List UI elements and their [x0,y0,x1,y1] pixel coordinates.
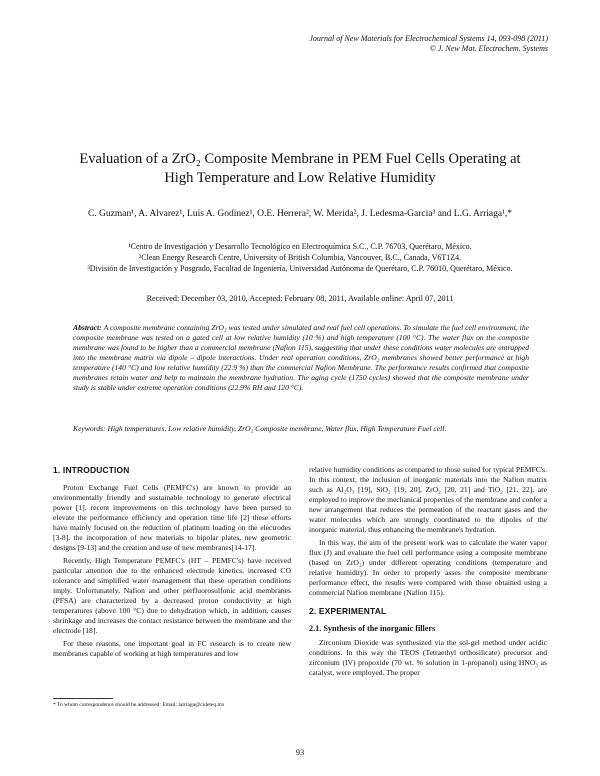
title-line-1: Evaluation of a ZrO₂ Composite Membrane in PEM Fuel Cells Operating at [79,151,521,167]
right-column [309,465,547,681]
journal-header [309,34,548,54]
intro-paragraph-3: For these reasons, one important goal in FC research is to create new membranes capable of working at high temperatures and low [53,639,291,658]
abstract-text: A composite membrane containing ZrO₂ was tested under simulated and real fuel cell operations. To simulate the fuel cell environment, the composite membrane was tested on a gated cell at low relative humidity (10 %) and high temperature (100 °C). The water flux on the composite membrane was found to be higher than a commercial membrane (Nafion 115), suggesting that under these conditions water molecules are entrapped into the membrane matrix via dipole – dipole interactions. Under real operation conditions, ZrO₂ membranes showed better performance at high temperature (140 °C) and low relative humidity (22.9 %) than the commercial Nafion Membrane. The performance results confirmed that composite membranes retain water and help to maintain the membrane hydration. The aging cycle (1750 cycles) showed that the composite membrane under study is stable under extreme operation conditions (22.9% RH and 120 °C). [73,323,529,392]
synthesis-paragraph: Zirconium Dioxide was synthesized via the sol-gel method under acidic conditions. In this way the TEOS (Tetraethyl orthosilicate) precursor and zirconium (IV) propoxide (70 wt. % solution in 1-propanol) using HNO₃ as catalyst, were employed. The proper [309,638,547,677]
affiliations [40,241,560,274]
synthesis-subheading: 2.1. Synthesis of the inorganic fillers [309,624,436,633]
affiliation-2: ²Clean Energy Research Centre, University of British Columbia, Vancouver, B.C., Canada, V6T1Z4. [138,253,462,262]
author-list: C. Guzman¹, A. Alvarez¹, Luis A. Godinez¹, O.E. Herrera², W. Merida², J. Ledesma-Garcia³ and L.G. Arriaga¹,* [87,209,513,219]
intro-paragraph-2: Recently, High Temperature PEMFC's (HT – PEMFC's) have received particular attention due to the enhanced electrode kinetics, increased CO tolerance and simplified water management that these operation conditions imply. Unfortunately, Nafion and other perfluorosulfonic acid membranes (PFSA) are characterized by a decreased proton conductivity at high temperatures (above 100 °C) due to dehydration which, in addition, causes shrinkage and increases the contact resistance between the membrane and the electrode [18]. [53,556,291,635]
introduction-heading: 1. INTRODUCTION [53,465,130,475]
affiliation-1: ¹Centro de Investigación y Desarrollo Tecnológico en Electroquímica S.C., C.P. 76703, Querétaro, México. [128,242,472,251]
journal-copyright: © J. New Mat. Electrochem. Systems [429,44,548,53]
abstract-label: Abstract: [73,323,102,332]
abstract [73,323,529,393]
page-number: 93 [295,747,305,757]
intro-paragraph-1: Proton Exchange Fuel Cells (PEMFC's) are known to provide an environmentally friendly and sustainable technology to generate electrical power [1]. recent improvements on this technology have been pursed to elevate the performance efficiency and operation time life [2] these efforts have mainly focused on the reduction of platinum loading on the electrodes [3-8], the incorporation of new materials to bipolar plates, new geometric designs [9-13] and the creation and use of new membranes[14-17]. [53,483,291,552]
left-column [53,465,291,662]
intro-paragraph-4: relative humidity conditions as compared to those suited for typical PEMFC's. In this context, the inclusion of inorganic materials into the Nafion matrix such as Al₂O₃ [19], SiO₂ [19, 20], ZrO₂ [20, 21] and TiO₂ [21, 22], are employed to improve the mechanical properties of the membrane and confer a new arrangement that reduces the permeation of the reactant gases and the water molecules which are strongly coordinated to the dipoles of the inorganic material, thus enhancing the membrane's hydration. [309,465,547,534]
experimental-heading: 2. EXPERIMENTAL [309,606,387,616]
paper-title [40,150,560,188]
intro-paragraph-5: In this way, the aim of the present work was to calculate the water vapor flux (J) and evaluate the fuel cell performance using a composite membrane (based on ZrO₂) under different operating conditions (temperature and relative humidity). In order to properly asses the composite membrane performance effect, the results were compared with those obtained using a commercial Nafion membrane (Nafion 115). [309,538,547,597]
journal-citation: Journal of New Materials for Electrochemical Systems 14, 093-098 (2011) [309,34,548,43]
received-dates: Received: December 03, 2010, Accepted: February 08, 2011, Available online: April 07, 2011 [146,294,454,303]
keywords: Keywords: High temperatures, Low relative humidity, ZrO₂ Composite membrane, Water flux, High Temperature Fuel cell. [73,424,447,433]
correspondence-footnote: * To whom correspondence should be addressed: Email: larriaga@cideteq.mx [53,702,225,708]
footnote-rule [53,698,113,699]
affiliation-3: ³División de Investigación y Posgrado, Facultad de Ingeniería, Universidad Autónoma de Querétaro, C.P. 76010, Querétaro, México. [87,264,513,273]
title-line-2: High Temperature and Low Relative Humidity [164,170,436,186]
